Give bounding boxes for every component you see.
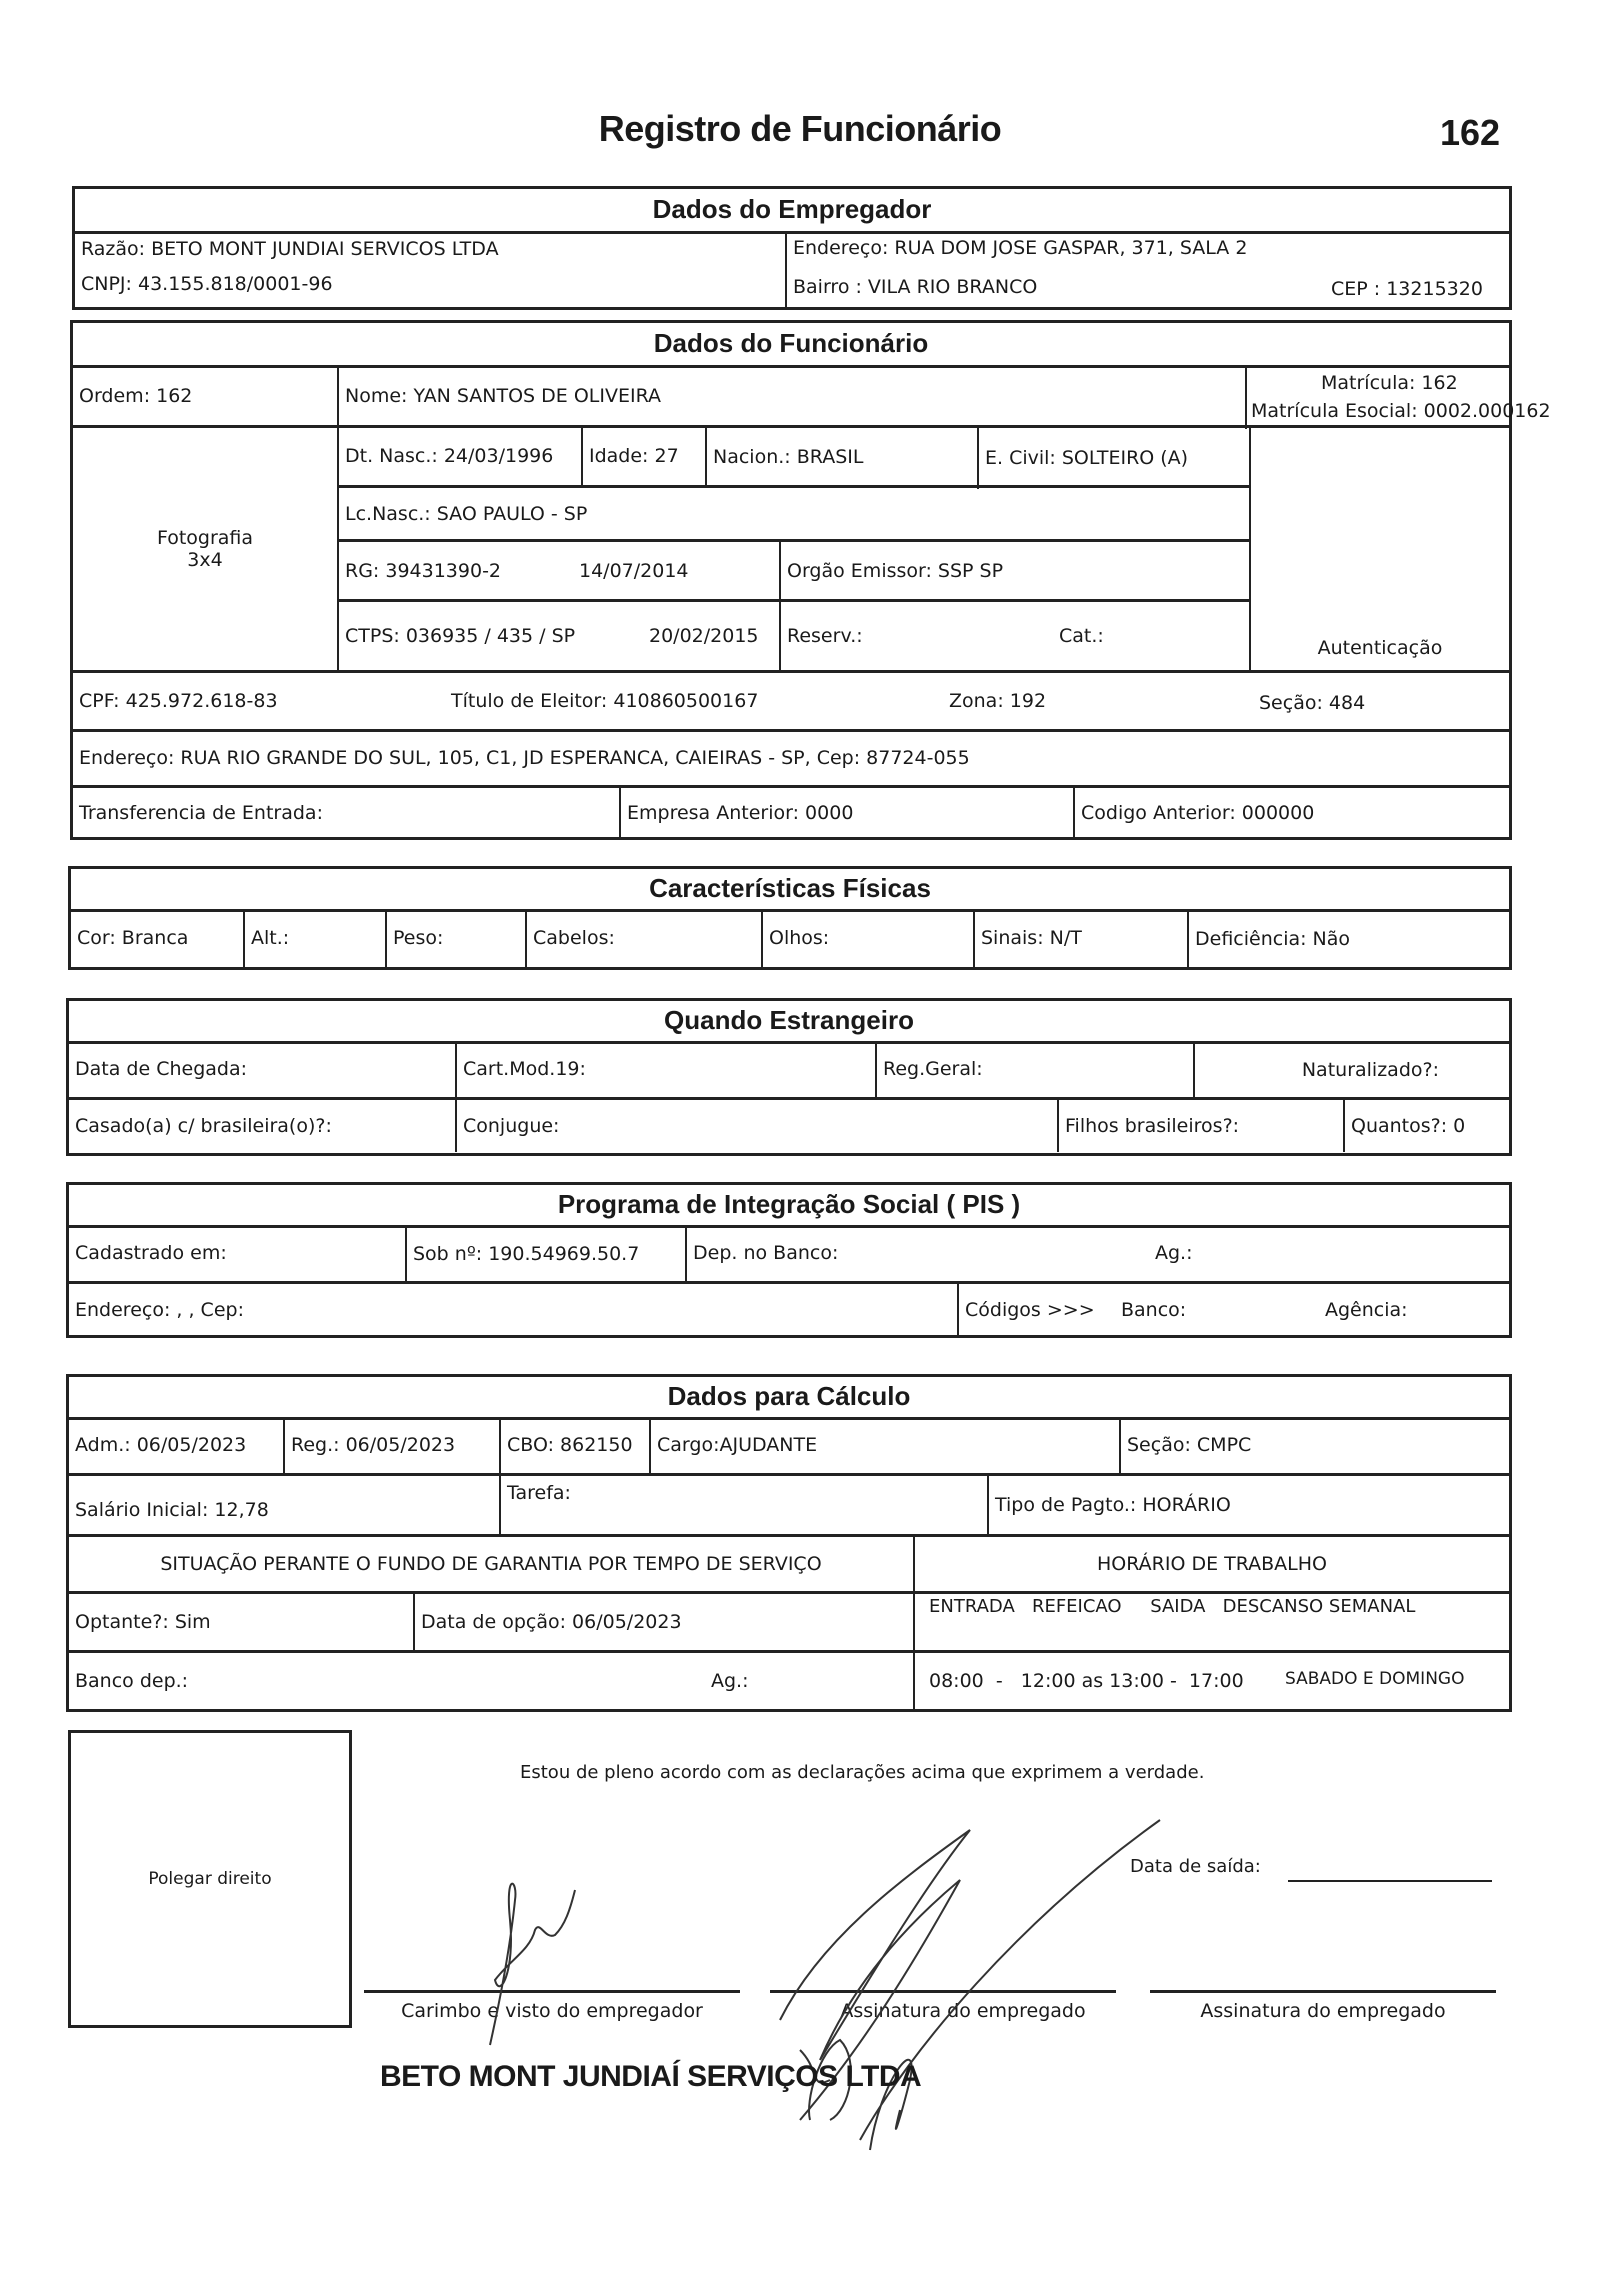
admissao: Adm.: 06/05/2023 — [75, 1434, 247, 1456]
tarefa: Tarefa: — [499, 1476, 987, 1534]
fgts-heading: SITUAÇÃO PERANTE O FUNDO DE GARANTIA POR TEMPO DE SERVIÇO — [160, 1553, 822, 1575]
company-stamp: BETO MONT JUNDIAÍ SERVIÇOS LTDA — [380, 2060, 922, 2093]
pis-codigos: Códigos >>> — [957, 1284, 1107, 1336]
nacionalidade: Nacion.: BRASIL — [705, 427, 977, 487]
cargo: Cargo:AJUDANTE — [649, 1417, 1119, 1473]
declaracao: Estou de pleno acordo com as declarações acima que exprimem a verdade. — [520, 1761, 1205, 1783]
polegar-box — [68, 1730, 352, 2028]
section-quando-estrangeiro — [66, 998, 1512, 1156]
autenticacao-label: Autenticação — [1317, 637, 1443, 659]
pis-endereco: Endereço: , , Cep: — [75, 1299, 244, 1321]
transferencia-entrada: Transferencia de Entrada: — [79, 802, 323, 824]
descanso-semanal: SABADO E DOMINGO — [1285, 1669, 1465, 1689]
filhos-brasileiros: Filhos brasileiros?: — [1057, 1100, 1343, 1152]
optante-fgts: Optante?: Sim — [75, 1611, 211, 1633]
codigo-anterior: Codigo Anterior: 000000 — [1073, 788, 1509, 838]
pis-dep-banco: Dep. no Banco: — [685, 1225, 1509, 1281]
categoria: Cat.: — [1059, 625, 1104, 647]
data-chegada: Data de Chegada: — [75, 1058, 248, 1080]
cpf: CPF: 425.972.618-83 — [79, 690, 278, 712]
cbo: CBO: 862150 — [499, 1417, 649, 1473]
secao: Seção: 484 — [1259, 692, 1366, 714]
data-saida-label: Data de saída: — [1130, 1855, 1261, 1877]
polegar-label: Polegar direito — [148, 1869, 272, 1889]
zona: Zona: 192 — [949, 690, 1047, 712]
casado-brasileira: Casado(a) c/ brasileira(o)?: — [75, 1115, 332, 1137]
orgao-emissor: Orgão Emissor: SSP SP — [779, 542, 1249, 600]
horario-colunas: ENTRADA REFEICAO SAIDA DESCANSO SEMANAL — [913, 1594, 1509, 1650]
naturalizado: Naturalizado?: — [1193, 1041, 1509, 1099]
idade: Idade: 27 — [581, 427, 705, 485]
razao-social: Razão: BETO MONT JUNDIAI SERVICOS LTDA — [81, 238, 499, 260]
data-saida-line — [1288, 1880, 1492, 1882]
registro: Reg.: 06/05/2023 — [283, 1417, 499, 1473]
section-funcionario — [70, 320, 1551, 840]
assinatura-label-1: Assinatura do empregado — [840, 2000, 1086, 2022]
data-opcao: Data de opção: 06/05/2023 — [413, 1594, 913, 1650]
empregador-bairro: Bairro : VILA RIO BRANCO — [793, 276, 1038, 298]
rg-data: 14/07/2014 — [579, 560, 689, 582]
assinatura-label-2: Assinatura do empregado — [1200, 2000, 1446, 2022]
titulo-eleitor: Título de Eleitor: 410860500167 — [451, 690, 759, 712]
data-nascimento: Dt. Nasc.: 24/03/1996 — [345, 445, 554, 467]
local-nascimento: Lc.Nasc.: SAO PAULO - SP — [345, 503, 588, 525]
ordem: Ordem: 162 — [79, 385, 193, 407]
pis-numero: Sob nº: 190.54969.50.7 — [405, 1225, 685, 1283]
section-heading: Características Físicas — [71, 869, 1509, 912]
banco-deposito: Banco dep.: — [75, 1670, 189, 1692]
horario-valores: 08:00 - 12:00 as 13:00 - 17:00 — [913, 1653, 1273, 1709]
rg: RG: 39431390-2 — [345, 560, 502, 582]
carimbo-label: Carimbo e visto do empregador — [401, 2000, 703, 2022]
deficiencia: Deficiência: Não — [1187, 909, 1509, 969]
pis-agencia: Agência: — [1325, 1299, 1408, 1321]
ctps-data: 20/02/2015 — [649, 625, 759, 647]
olhos: Olhos: — [761, 909, 973, 967]
section-heading: Dados do Funcionário — [73, 323, 1509, 368]
section-dados-calculo — [66, 1374, 1512, 1712]
estado-civil: E. Civil: SOLTEIRO (A) — [977, 427, 1249, 489]
pis-banco: Banco: — [1121, 1299, 1187, 1321]
salario-inicial: Salário Inicial: 12,78 — [75, 1499, 269, 1521]
matricula-esocial: Matrícula Esocial: 0002.000162 — [1251, 400, 1551, 422]
photo-size: 3x4 — [187, 549, 223, 571]
peso: Peso: — [385, 909, 525, 967]
document-title: Registro de Funcionário — [598, 108, 1002, 149]
pis-cadastrado-em: Cadastrado em: — [75, 1242, 227, 1264]
empresa-anterior: Empresa Anterior: 0000 — [619, 788, 1073, 838]
autenticacao-box — [1251, 427, 1509, 673]
cart-mod19: Cart.Mod.19: — [455, 1041, 875, 1097]
page-number: 162 — [1440, 112, 1501, 153]
employer-signature — [470, 1860, 610, 2060]
section-caracteristicas-fisicas — [68, 866, 1512, 970]
empregador-cep: CEP : 13215320 — [1331, 278, 1483, 300]
ctps: CTPS: 036935 / 435 / SP — [345, 625, 576, 647]
section-empregador — [72, 186, 1512, 310]
empregador-endereco: Endereço: RUA DOM JOSE GASPAR, 371, SALA 2 — [785, 231, 1509, 307]
reg-geral: Reg.Geral: — [875, 1041, 1193, 1097]
section-heading: Quando Estrangeiro — [69, 1001, 1509, 1044]
pis-agencia-dep: Ag.: — [1155, 1242, 1193, 1264]
employee-signature — [760, 1820, 1220, 2200]
horario-heading: HORÁRIO DE TRABALHO — [913, 1537, 1509, 1591]
section-heading: Programa de Integração Social ( PIS ) — [69, 1185, 1509, 1228]
section-heading: Dados do Empregador — [75, 189, 1509, 234]
section-heading: Dados para Cálculo — [69, 1377, 1509, 1420]
photo-placeholder — [73, 427, 337, 671]
matricula-block — [1245, 365, 1551, 429]
tipo-pagamento: Tipo de Pagto.: HORÁRIO — [987, 1476, 1509, 1534]
funcionario-endereco: Endereço: RUA RIO GRANDE DO SUL, 105, C1, JD ESPERANCA, CAIEIRAS - SP, Cep: 87724-055 — [79, 747, 970, 769]
photo-label: Fotografia — [156, 527, 254, 549]
agencia-deposito: Ag.: — [711, 1670, 749, 1692]
calculo-secao: Seção: CMPC — [1119, 1417, 1509, 1473]
nome: Nome: YAN SANTOS DE OLIVEIRA — [337, 365, 1245, 427]
altura: Alt.: — [243, 909, 385, 967]
quantos-filhos: Quantos?: 0 — [1343, 1100, 1509, 1152]
cor: Cor: Branca — [77, 927, 189, 949]
cabelos: Cabelos: — [525, 909, 761, 967]
cnpj: CNPJ: 43.155.818/0001-96 — [81, 273, 333, 295]
conjugue: Conjugue: — [455, 1100, 1057, 1152]
section-pis — [66, 1182, 1512, 1338]
reservista: Reserv.: — [779, 602, 1029, 670]
sinais: Sinais: N/T — [973, 909, 1187, 967]
matricula: Matrícula: 162 — [1321, 372, 1458, 394]
